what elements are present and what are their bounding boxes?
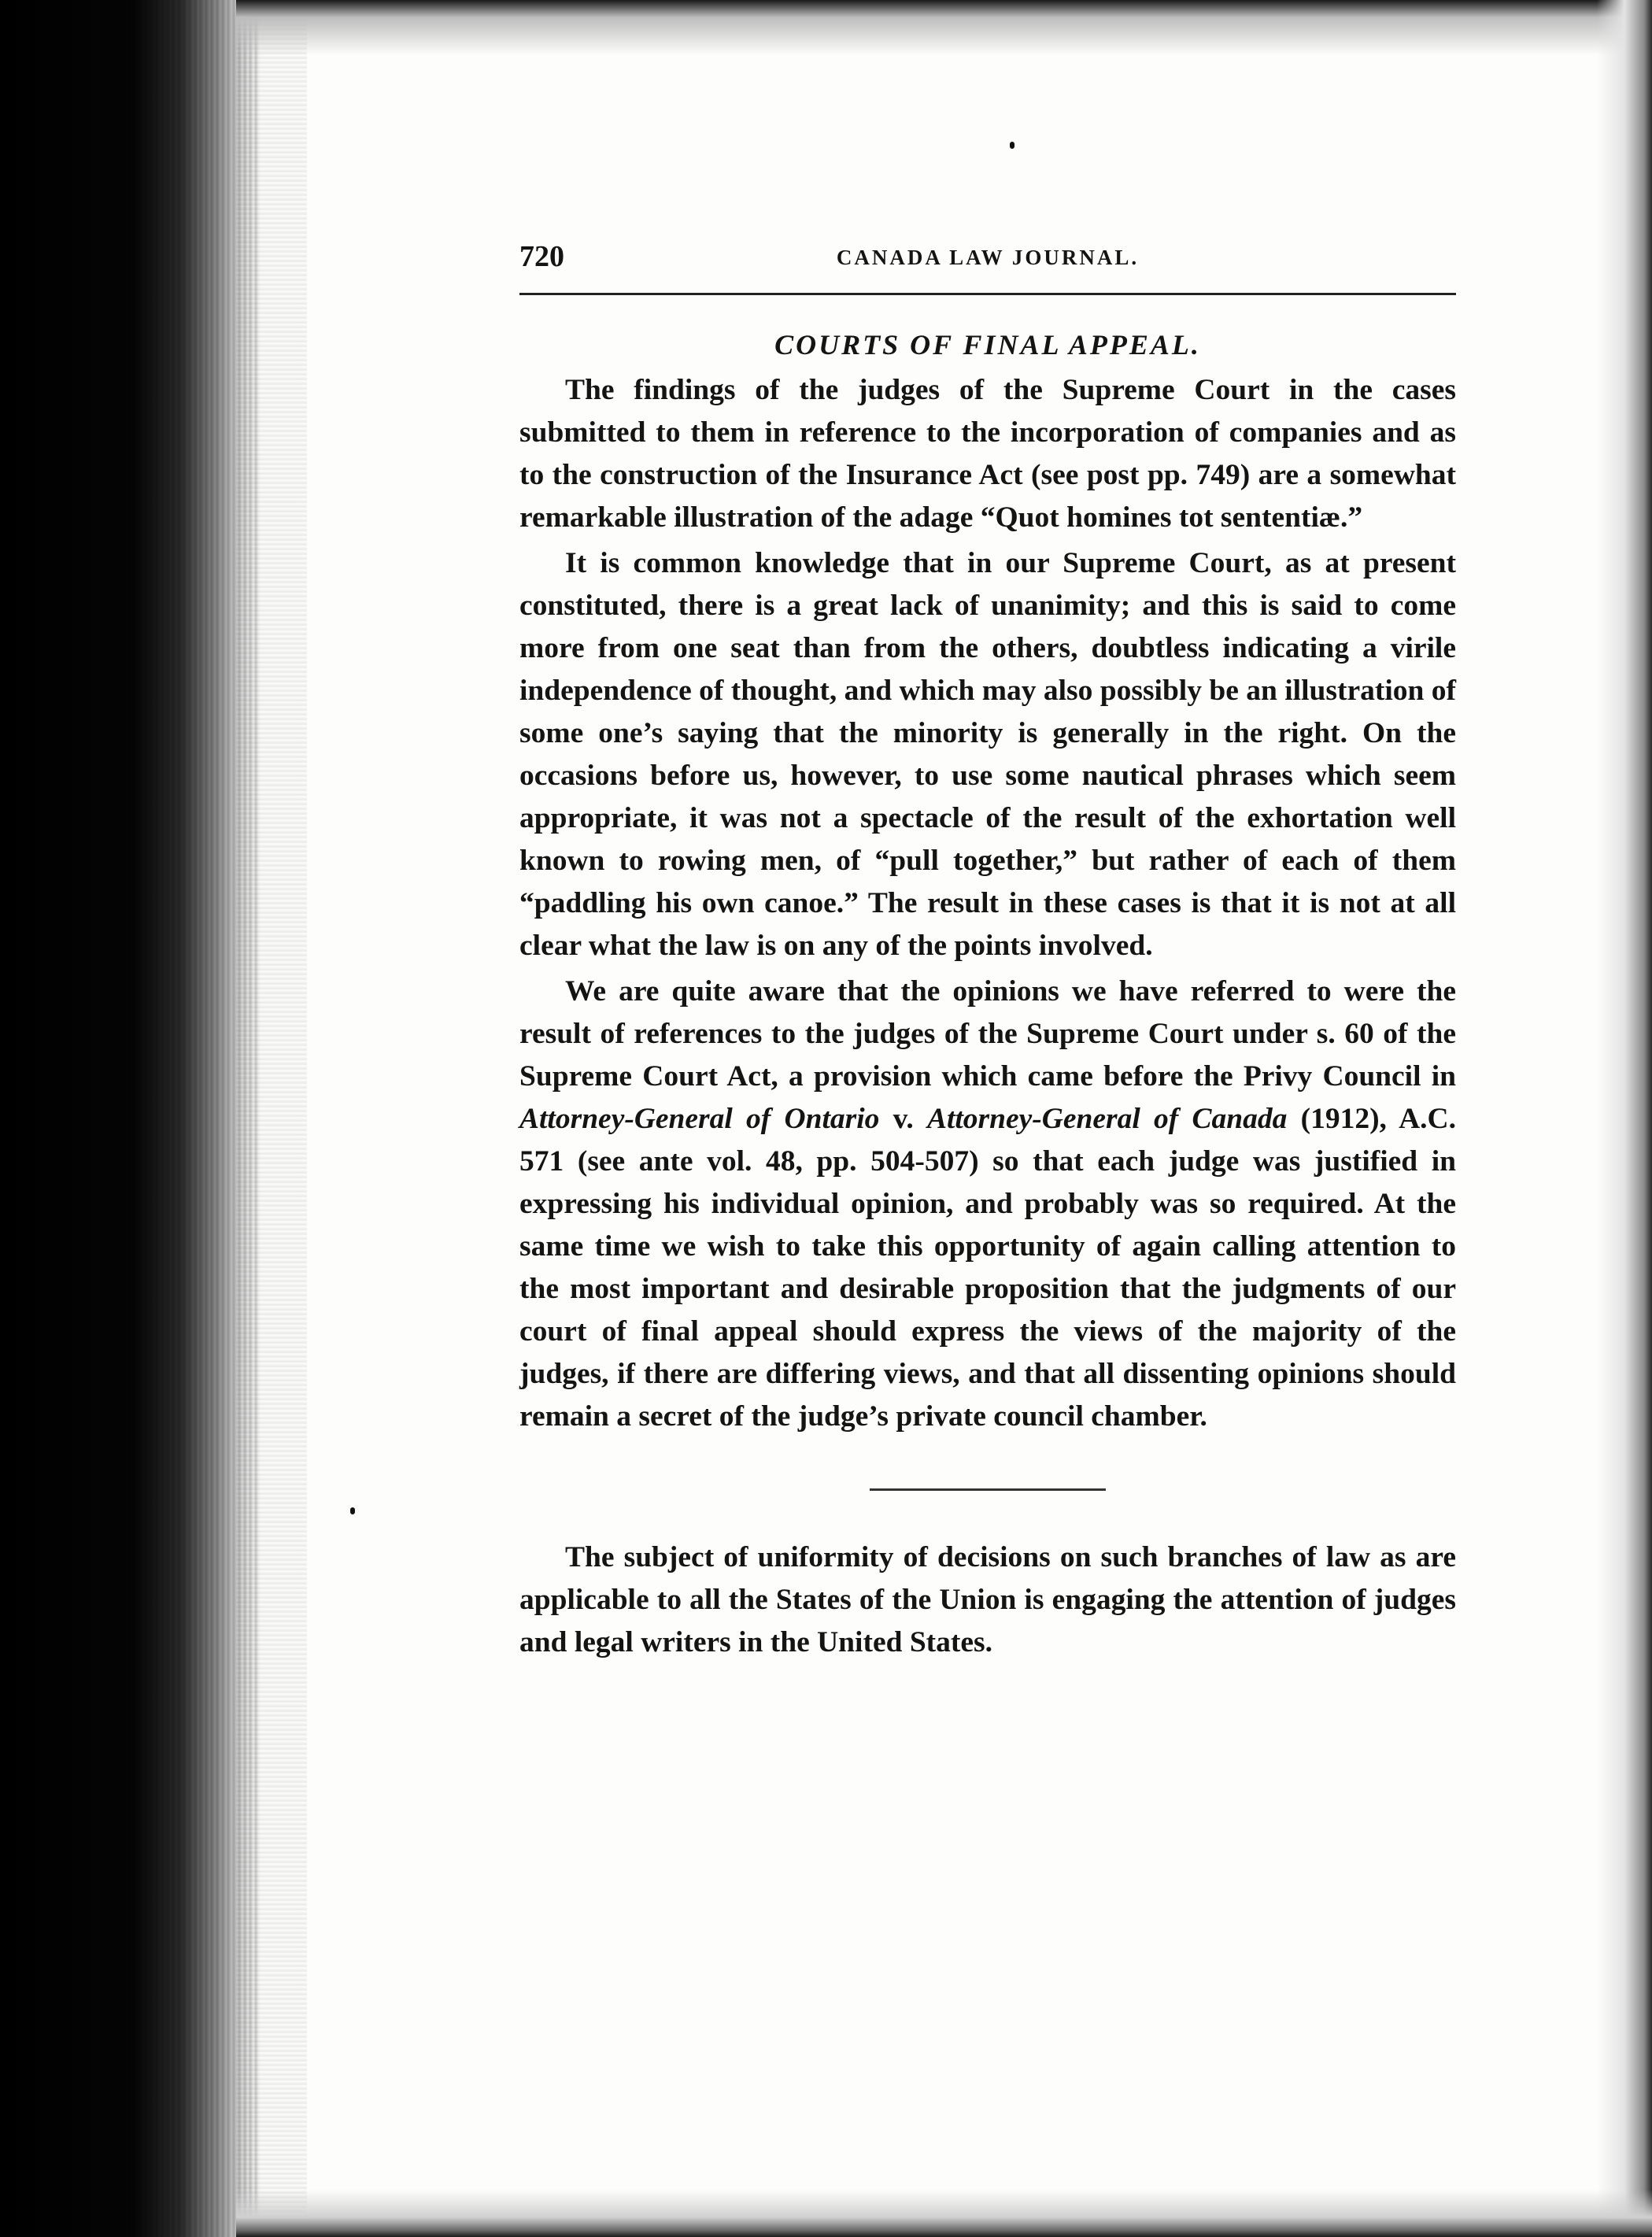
- running-head: [519, 236, 1456, 275]
- page-content: [519, 236, 1456, 1664]
- case-name: Attorney-General of Ontario: [519, 1103, 880, 1135]
- scan-speck: [1010, 142, 1014, 149]
- paragraph: The findings of the judges of the Supreme Court in the cases submitted to them in reference to the incorporation of companies and as to the construction of the Insurance Act (see post pp. 749) are a somewhat remarkable illustration of the adage “Quot homines tot sententiæ.”: [519, 374, 1456, 534]
- article-title: COURTS OF FINAL APPEAL.: [774, 329, 1201, 361]
- paragraph: The subject of uniformity of decisions on such branches of law as are applicable to all the States of the Union is engaging the attention of judges and legal writers in the United States.: [519, 1541, 1456, 1658]
- right-page-edge: [1597, 0, 1652, 2237]
- scan-speck: [350, 1507, 355, 1514]
- section-divider: [870, 1488, 1106, 1491]
- paragraph: It is common knowledge that in our Supreme Court, as at present constituted, there is a great lack of unanimity; and this is said to come more from one seat than from the others, doubtless indicating a virile independence of thought, and which may also possibly be an illustration of some one’s saying that the minority is generally in the right. On the occasions before us, however, to use some nautical phrases which seem appropriate, it was not a spectacle of the result of the exhortation well known to rowing men, of “pull together,” but rather of each of them “paddling his own canoe.” The result in these cases is that it is not at all clear what the law is on any of the points involved.: [519, 547, 1456, 962]
- paragraph-text: We are quite aware that the opinions we have referred to were the result of references to the judges of the Supreme Court under s. 60 of the Supreme Court Act, a provision which came before the Privy Council in: [519, 975, 1456, 1093]
- top-page-edge: [236, 0, 1652, 55]
- header-rule: [519, 293, 1456, 295]
- journal-title: CANADA LAW JOURNAL.: [836, 246, 1140, 269]
- binding-speckle: [236, 0, 307, 2237]
- page-number: 720: [519, 240, 564, 273]
- paragraph-text: (1912), A.C. 571 (see ante vol. 48, pp. 504-507) so that each judge was justified in expressing his individual opinion, and probably was so required. At the same time we wish to take this opportunity of again calling attention to the most important and desirable proposition that the judgments of our court of final appeal should express the views of the majority of the judges, if there are differing views, and that all dissenting opinions should remain a secret of the judge’s private council chamber.: [519, 1103, 1457, 1433]
- case-name: Attorney-General of Canada: [926, 1103, 1288, 1135]
- paragraph-text: v.: [879, 1103, 927, 1135]
- bottom-page-edge: [236, 2190, 1652, 2237]
- paragraph: [519, 971, 1456, 1438]
- binding-shadow: [0, 0, 260, 2237]
